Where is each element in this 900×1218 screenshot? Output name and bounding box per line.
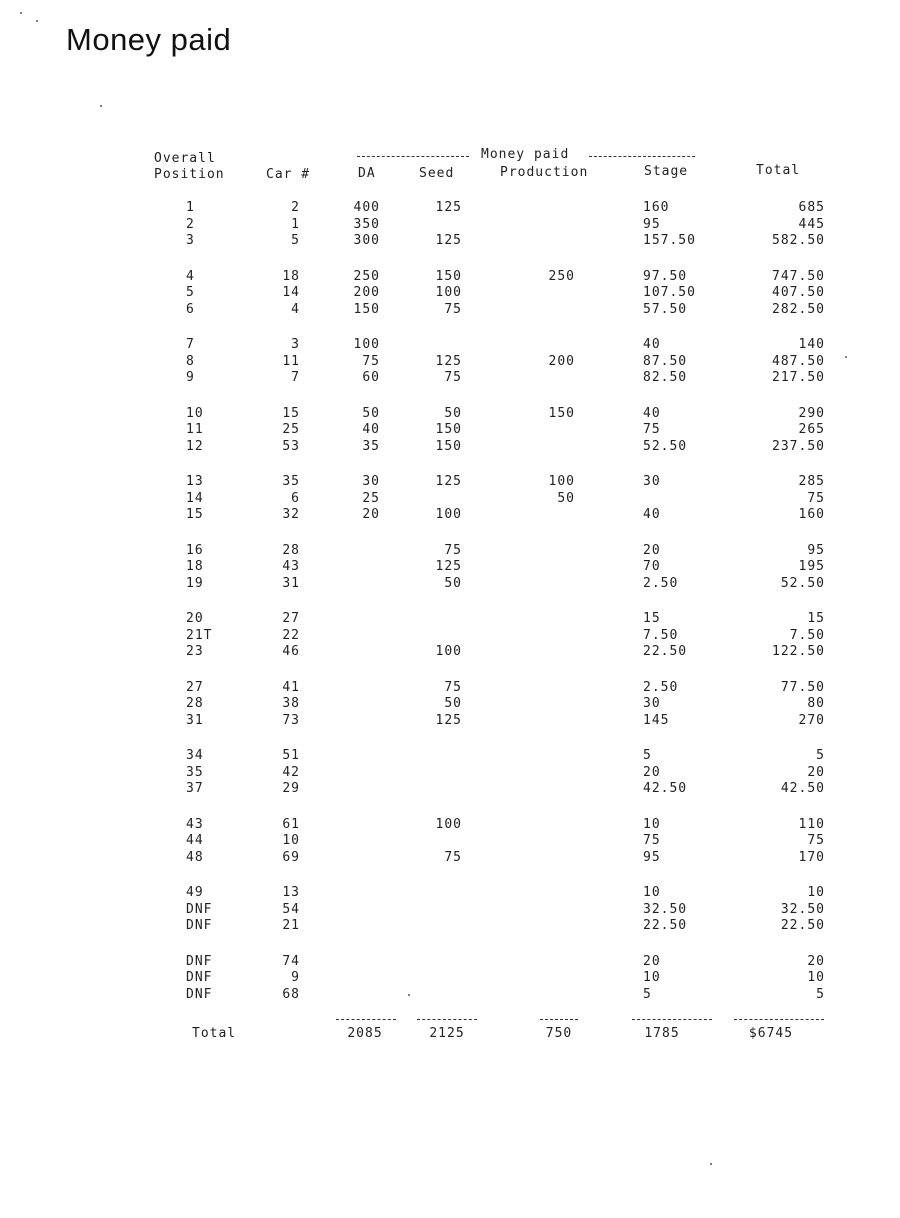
row-position: 14 (186, 490, 204, 506)
row-da: 200 (353, 285, 380, 300)
row-stage: 82.50 (643, 370, 688, 385)
row-position: 34 (186, 748, 204, 763)
row-stage: 145 (643, 712, 670, 728)
header-da: DA (358, 166, 376, 181)
row-stage: 10 (643, 970, 661, 985)
row-car-number: 32 (282, 507, 300, 522)
row-position: 10 (186, 405, 204, 421)
banner-label: Money paid (481, 147, 570, 162)
row-stage: 75 (643, 422, 661, 437)
row-position: 49 (186, 885, 204, 900)
row-position: 2 (186, 216, 195, 232)
row-position: DNF (186, 970, 213, 985)
row-car-number: 7 (291, 370, 300, 385)
row-stage: 30 (643, 696, 661, 711)
row-position: 28 (186, 696, 204, 711)
row-car-number: 46 (282, 644, 300, 659)
banner-dash-left (357, 156, 469, 157)
row-stage: 95 (643, 216, 661, 232)
row-position: 1 (186, 200, 195, 215)
row-total: 122.50 (772, 644, 825, 659)
row-stage: 42.50 (643, 781, 688, 796)
row-seed: 125 (435, 353, 462, 369)
row-seed: 50 (444, 575, 462, 591)
scan-speck (20, 12, 22, 14)
row-car-number: 35 (282, 474, 300, 489)
row-total: 5 (816, 748, 825, 763)
totals-da: 2085 (347, 1026, 383, 1041)
row-seed: 100 (435, 816, 462, 832)
row-stage: 107.50 (643, 285, 696, 300)
row-position: 18 (186, 559, 204, 574)
row-position: 16 (186, 542, 204, 558)
row-car-number: 13 (282, 885, 300, 900)
row-total: 487.50 (772, 353, 825, 369)
totals-seed: 2125 (429, 1026, 465, 1041)
row-seed: 125 (435, 233, 462, 248)
row-total: 20 (807, 764, 825, 780)
row-production: 50 (557, 490, 575, 506)
row-position: 37 (186, 781, 204, 796)
row-stage: 5 (643, 986, 652, 1002)
row-car-number: 21 (282, 918, 300, 933)
row-car-number: 53 (282, 438, 300, 454)
row-stage: 157.50 (643, 233, 696, 248)
total-rule-da (336, 1019, 396, 1020)
row-da: 75 (362, 353, 380, 369)
row-car-number: 38 (282, 696, 300, 711)
row-total: 7.50 (789, 627, 825, 643)
totals-stage: 1785 (644, 1026, 680, 1041)
row-seed: 125 (435, 712, 462, 728)
row-car-number: 11 (282, 353, 300, 369)
row-position: 9 (186, 370, 195, 385)
row-total: 10 (807, 970, 825, 985)
row-seed: 100 (435, 285, 462, 300)
row-stage: 70 (643, 559, 661, 574)
row-car-number: 3 (291, 337, 300, 352)
row-total: 110 (798, 816, 825, 832)
row-position: 21T (186, 627, 213, 643)
row-seed: 100 (435, 644, 462, 659)
row-stage: 22.50 (643, 644, 688, 659)
row-production: 200 (548, 353, 575, 369)
row-position: 11 (186, 422, 204, 437)
row-production: 100 (548, 474, 575, 489)
row-car-number: 68 (282, 986, 300, 1002)
row-total: 195 (798, 559, 825, 574)
scan-speck (100, 105, 102, 107)
row-seed: 75 (444, 370, 462, 385)
header-stage: Stage (644, 164, 689, 179)
row-car-number: 27 (282, 611, 300, 626)
row-total: 170 (798, 849, 825, 865)
row-car-number: 31 (282, 575, 300, 591)
row-da: 350 (353, 216, 380, 232)
row-total: 80 (807, 696, 825, 711)
row-da: 100 (353, 337, 380, 352)
row-da: 20 (362, 507, 380, 522)
row-car-number: 54 (282, 901, 300, 917)
row-car-number: 74 (282, 953, 300, 969)
row-stage: 95 (643, 849, 661, 865)
row-total: 5 (816, 986, 825, 1002)
row-seed: 125 (435, 559, 462, 574)
row-production: 150 (548, 405, 575, 421)
row-seed: 75 (444, 849, 462, 865)
header-production: Production (500, 165, 589, 180)
row-car-number: 73 (282, 712, 300, 728)
row-total: 407.50 (772, 285, 825, 300)
row-seed: 150 (435, 422, 462, 437)
row-position: 23 (186, 644, 204, 659)
row-total: 95 (807, 542, 825, 558)
money-paid-banner (357, 147, 695, 165)
row-total: 75 (807, 833, 825, 848)
row-car-number: 5 (291, 233, 300, 248)
row-position: 13 (186, 474, 204, 489)
row-car-number: 22 (282, 627, 300, 643)
row-car-number: 1 (291, 216, 300, 232)
scan-speck (36, 20, 38, 22)
row-total: 270 (798, 712, 825, 728)
row-position: 4 (186, 268, 195, 284)
row-seed: 75 (444, 542, 462, 558)
row-seed: 125 (435, 200, 462, 215)
row-stage: 20 (643, 542, 661, 558)
row-car-number: 9 (291, 970, 300, 985)
page-title: Money paid (66, 22, 232, 57)
row-position: 12 (186, 438, 204, 454)
header-overall-line1: Overall (154, 151, 216, 166)
row-da: 400 (353, 200, 380, 215)
row-da: 40 (362, 422, 380, 437)
row-da: 300 (353, 233, 380, 248)
row-stage: 32.50 (643, 901, 688, 917)
row-car-number: 18 (282, 268, 300, 284)
scan-speck (710, 1163, 712, 1165)
row-da: 50 (362, 405, 380, 421)
row-total: 237.50 (772, 438, 825, 454)
row-da: 150 (353, 301, 380, 317)
row-da: 35 (362, 438, 380, 454)
row-stage: 10 (643, 816, 661, 832)
row-total: 685 (798, 200, 825, 215)
row-total: 52.50 (780, 575, 825, 591)
row-position: 5 (186, 285, 195, 300)
row-seed: 125 (435, 474, 462, 489)
row-total: 445 (798, 216, 825, 232)
row-total: 217.50 (772, 370, 825, 385)
row-total: 77.50 (780, 679, 825, 695)
row-position: 48 (186, 849, 204, 865)
row-position: 44 (186, 833, 204, 848)
row-car-number: 15 (282, 405, 300, 421)
row-seed: 50 (444, 405, 462, 421)
row-seed: 75 (444, 301, 462, 317)
row-car-number: 42 (282, 764, 300, 780)
totals-production: 750 (545, 1026, 573, 1041)
row-stage: 97.50 (643, 268, 688, 284)
row-position: DNF (186, 953, 213, 969)
row-stage: 7.50 (643, 627, 679, 643)
row-stage: 2.50 (643, 575, 679, 591)
row-seed: 150 (435, 438, 462, 454)
row-car-number: 25 (282, 422, 300, 437)
row-seed: 100 (435, 507, 462, 522)
header-total: Total (756, 163, 801, 178)
row-total: 22.50 (780, 918, 825, 933)
row-position: 20 (186, 611, 204, 626)
row-position: DNF (186, 986, 213, 1002)
row-total: 140 (798, 337, 825, 352)
row-seed: 50 (444, 696, 462, 711)
row-position: 43 (186, 816, 204, 832)
row-stage: 15 (643, 611, 661, 626)
row-stage: 75 (643, 833, 661, 848)
row-car-number: 2 (291, 200, 300, 215)
row-total: 747.50 (772, 268, 825, 284)
row-position: DNF (186, 918, 213, 933)
row-total: 582.50 (772, 233, 825, 248)
row-stage: 87.50 (643, 353, 688, 369)
row-car-number: 69 (282, 849, 300, 865)
row-seed: 150 (435, 268, 462, 284)
row-car-number: 28 (282, 542, 300, 558)
row-stage: 52.50 (643, 438, 688, 454)
row-car-number: 61 (282, 816, 300, 832)
row-position: 27 (186, 679, 204, 695)
total-rule-total (734, 1019, 824, 1020)
row-position: 15 (186, 507, 204, 522)
scan-speck (408, 994, 410, 996)
row-car-number: 6 (291, 490, 300, 506)
totals-label: Total (192, 1026, 237, 1041)
row-position: 35 (186, 764, 204, 780)
row-production: 250 (548, 268, 575, 284)
row-car-number: 41 (282, 679, 300, 695)
row-stage: 40 (643, 507, 661, 522)
total-rule-stage (632, 1019, 712, 1020)
row-stage: 40 (643, 405, 661, 421)
row-car-number: 14 (282, 285, 300, 300)
total-rule-production (540, 1019, 578, 1020)
scan-speck (845, 356, 847, 358)
row-position: 8 (186, 353, 195, 369)
row-total: 15 (807, 611, 825, 626)
row-stage: 160 (643, 200, 670, 215)
row-total: 75 (807, 490, 825, 506)
row-total: 10 (807, 885, 825, 900)
row-position: DNF (186, 901, 213, 917)
row-total: 285 (798, 474, 825, 489)
row-seed: 75 (444, 679, 462, 695)
row-position: 6 (186, 301, 195, 317)
row-stage: 20 (643, 953, 661, 969)
header-seed: Seed (419, 166, 455, 181)
row-stage: 22.50 (643, 918, 688, 933)
header-car: Car # (266, 167, 311, 182)
row-total: 290 (798, 405, 825, 421)
row-total: 160 (798, 507, 825, 522)
totals-total: $6745 (748, 1026, 794, 1041)
row-total: 20 (807, 953, 825, 969)
header-overall-line2: Position (154, 167, 225, 182)
row-position: 19 (186, 575, 204, 591)
row-total: 42.50 (780, 781, 825, 796)
row-stage: 10 (643, 885, 661, 900)
row-stage: 57.50 (643, 301, 688, 317)
total-rule-seed (417, 1019, 477, 1020)
row-position: 3 (186, 233, 195, 248)
row-total: 32.50 (780, 901, 825, 917)
row-car-number: 10 (282, 833, 300, 848)
row-total: 265 (798, 422, 825, 437)
banner-dash-right (589, 156, 695, 157)
row-stage: 5 (643, 748, 652, 763)
row-stage: 20 (643, 764, 661, 780)
row-da: 60 (362, 370, 380, 385)
row-da: 250 (353, 268, 380, 284)
row-stage: 30 (643, 474, 661, 489)
row-car-number: 4 (291, 301, 300, 317)
row-total: 282.50 (772, 301, 825, 317)
row-position: 7 (186, 337, 195, 352)
row-da: 30 (362, 474, 380, 489)
row-car-number: 29 (282, 781, 300, 796)
row-stage: 2.50 (643, 679, 679, 695)
row-position: 31 (186, 712, 204, 728)
row-car-number: 51 (282, 748, 300, 763)
row-da: 25 (362, 490, 380, 506)
row-stage: 40 (643, 337, 661, 352)
row-car-number: 43 (282, 559, 300, 574)
